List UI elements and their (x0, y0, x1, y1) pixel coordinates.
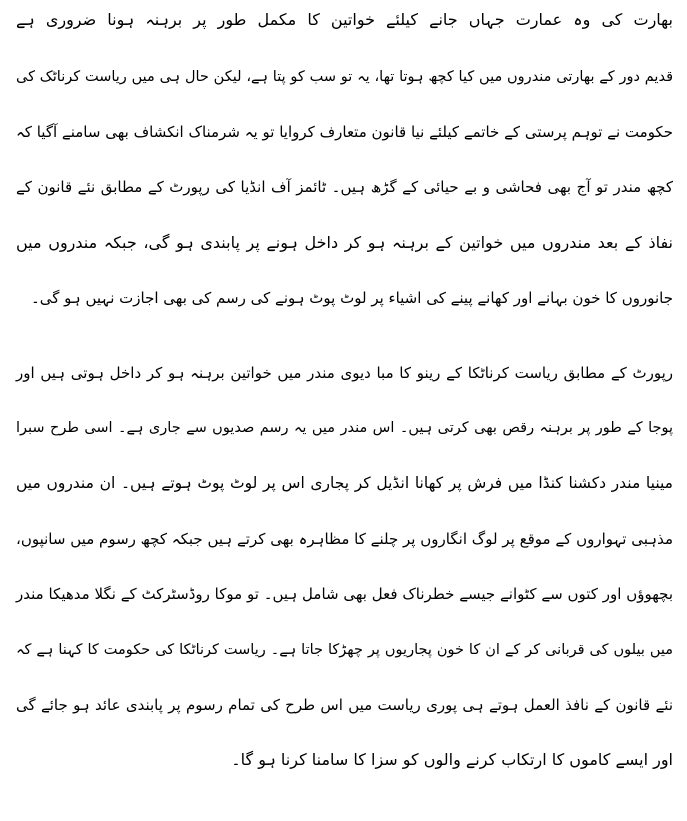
paragraph-1-line-4: نفاذ کے بعد مندروں میں خواتین کے برہنہ ہو کر داخل ہونے پر پابندی ہو گی، جبکہ مندروں میں (16, 233, 673, 252)
paragraph-2-line-7: نئے قانون کے نافذ العمل ہوتے ہی پوری ریاست میں اس طرح کی تمام رسوم پر پابندی عائد ہو جائے گی (16, 696, 673, 714)
paragraph-2-line-5: بچھوؤں اور کتوں سے کٹوانے جیسے خطرناک فعل بھی شامل ہیں۔ تو موکا روڈسٹرکٹ کے نگلا مدھیکا مندر (16, 585, 673, 603)
paragraph-1-line-5: جانوروں کا خون بہانے اور کھانے پینے کی اشیاء پر لوٹ پوٹ ہونے کی رسم کی بھی اجازت نہیں ہو گی۔ (30, 289, 673, 307)
paragraph-1-line-2: حکومت نے توہم پرستی کے خاتمے کیلئے نیا قانون متعارف کروایا تو یہ شرمناک انکشاف بھی سامنے آگیا کہ (16, 123, 673, 141)
paragraph-2-line-4: مذہبی تہواروں کے موقع پر لوگ انگاروں پر چلنے کا مظاہرہ بھی کرتے ہیں جبکہ کچھ رسوم میں سانپوں، (16, 530, 673, 548)
paragraph-2-line-6: میں بیلوں کی قربانی کر کے ان کا خون پجاریوں پر چھڑکا جاتا ہے۔ ریاست کرناٹکا کی حکومت کا کہنا ہے کہ (16, 642, 673, 658)
paragraph-1-line-3: کچھ مندر تو آج بھی فحاشی و بے حیائی کے گڑھ ہیں۔ ٹائمز آف انڈیا کی رپورٹ کے مطابق نئے قانون کے (16, 178, 673, 196)
article-headline: بھارت کی وہ عمارت جہاں جانے کیلئے خواتین کا مکمل طور پر برہنہ ہونا ضروری ہے (16, 10, 674, 29)
paragraph-2-line-8: اور ایسے کاموں کا ارتکاب کرنے والوں کو سزا کا سامنا کرنا ہو گا۔ (231, 750, 673, 769)
paragraph-2-line-2: پوجا کے طور پر برہنہ رقص بھی کرتی ہیں۔ اس مندر میں یہ رسم صدیوں سے جاری ہے۔ اسی طرح سبرا (16, 420, 673, 436)
paragraph-1-line-1: قدیم دور کے بھارتی مندروں میں کیا کچھ ہوتا تھا، یہ تو سب کو پتا ہے، لیکن حال ہی میں ریاست کرناٹک کی (16, 69, 673, 85)
paragraph-2-line-3: مینیا مندر دکشنا کنڈا میں فرش پر کھانا انڈیل کر پجاری اس پر لوٹ پوٹ ہوتے ہیں۔ ان مندروں میں (16, 474, 673, 492)
paragraph-2-line-1: رپورٹ کے مطابق ریاست کرناٹکا کے رینو کا مبا دیوی مندر میں خواتین برہنہ ہو کر داخل ہوتی ہیں اور (16, 364, 673, 382)
